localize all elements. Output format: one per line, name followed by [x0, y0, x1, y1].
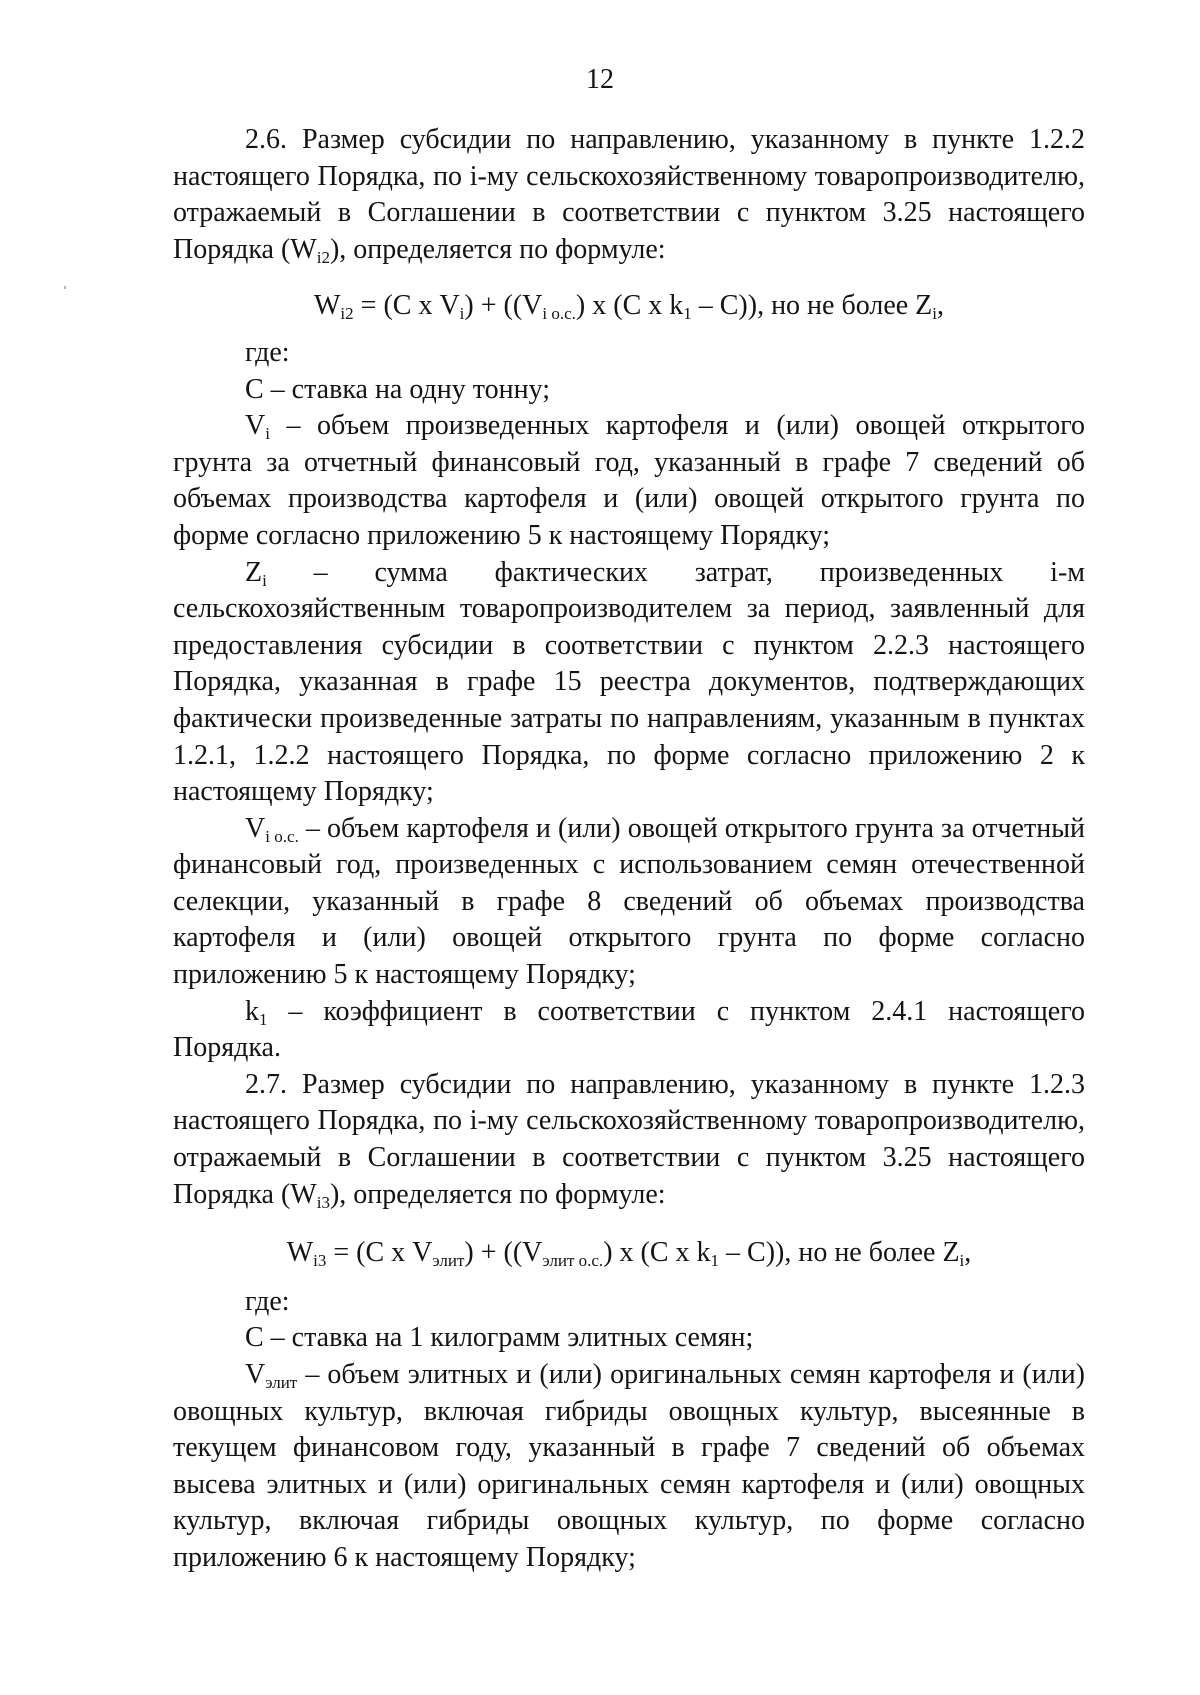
section-2-7-intro: 2.7. Размер субсидии по направлению, указанному в пункте 1.2.3 настоящего Порядка, по i-му сельскохозяйственному товаропроизводителю, отражаемый в Соглашении в соответствии с пунктом 3.25 настоящего Порядка $(W_{i3})$, определяется по формуле: — [173, 1068, 1085, 1212]
formula-wi3: $W_{i3} = (С$ х $V_{элит}) + ((V_{элит о.с.})$ х (С х $k_1 - С$)), но не более $Z_i$, — [286, 1237, 972, 1271]
formula-wi2: $W_{i2} = (С$ х $V_i) + ((V_{i о.с.})$ х (С х $k_1 - С$)), но не более $Z_i$, — [313, 290, 945, 324]
where-label: где: — [245, 336, 290, 368]
definition-vi: $V_i$ – объем произведенных картофеля и (или) овощей открытого грунта за отчетный финансовый год, указанный в графе 7 сведений об объемах производства картофеля и (или) овощей открытого грунта по форме согласно приложению 5 к настоящему Порядку; — [173, 410, 1085, 551]
page-number: 12 — [586, 64, 614, 95]
where-label-2: где: — [245, 1285, 290, 1317]
scan-speck — [64, 286, 66, 289]
definition-zi: $Z_i$ – сумма фактических затрат, произведенных i-м сельскохозяйственным товаропроизводителем за период, заявленный для предоставления субсидии в соответствии с пунктом 2.2.3 настоящего Порядка, указанная в графе 15 реестра документов, подтверждающих фактически произведенные затраты по направлениям, указанным в пунктах 1.2.1, 1.2.2 настоящего Порядка, по форме согласно приложению 2 к настоящему Порядку; — [173, 556, 1085, 808]
definition-c-kilogram: С – ставка на 1 килограмм элитных семян; — [245, 1322, 754, 1354]
definition-vi-oc: $V_{i о.с.}$ – объем картофеля и (или) овощей открытого грунта за отчетный финансовый год, произведенных с использованием семян отечественной селекции, указанный в графе 8 сведений об объемах производства картофеля и (или) овощей открытого грунта по форме согласно приложению 5 к настоящему Порядку; — [173, 812, 1085, 991]
definition-k1: $k_1$ – коэффициент в соответствии с пунктом 2.4.1 настоящего Порядка. — [173, 995, 1085, 1064]
definition-c-ton: С – ставка на одну тонну; — [245, 373, 551, 405]
section-2-6-intro: 2.6. Размер субсидии по направлению, указанному в пункте 1.2.2 настоящего Порядка, по i-му сельскохозяйственному товаропроизводителю, отражаемый в Соглашении в соответствии с пунктом 3.25 настоящего Порядка $(W_{i2})$, определяется по формуле: — [173, 124, 1085, 267]
page-body — [173, 122, 1085, 1577]
definition-v-elit: $V_{элит}$ – объем элитных и (или) оригинальных семян картофеля и (или) овощных культур, включая гибриды овощных культур, высеянные в текущем финансовом году, указанный в графе 7 сведений об объемах высева элитных и (или) оригинальных семян картофеля и (или) овощных культур, включая гибриды овощных культур, по форме согласно приложению 6 к настоящему Порядку; — [173, 1359, 1085, 1573]
